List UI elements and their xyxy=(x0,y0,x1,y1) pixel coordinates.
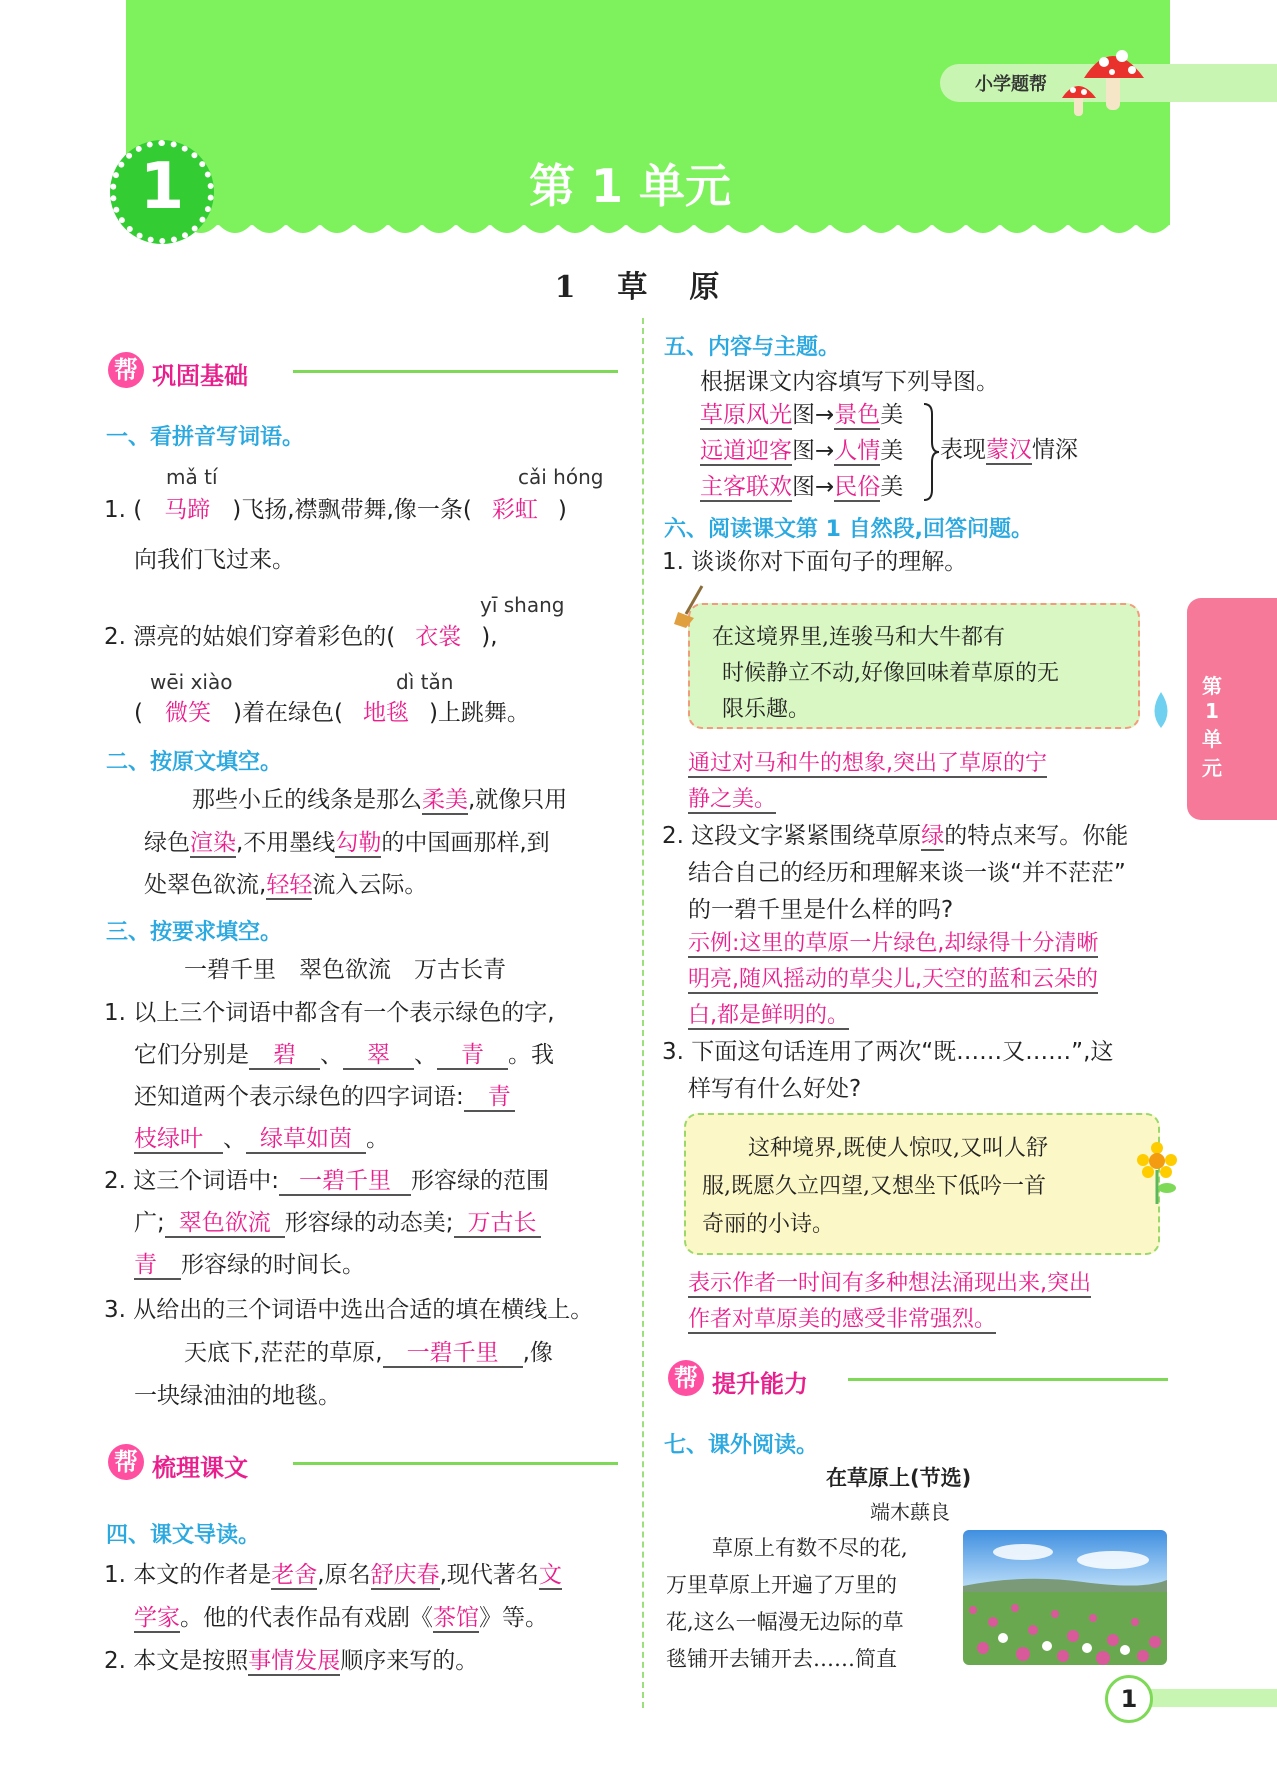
pinyin-2: cǎi hóng xyxy=(518,465,604,489)
q3-line-4: 枝绿叶 、 绿草如茵 。 xyxy=(134,1126,389,1152)
question-5-heading: 五、内容与主题。 xyxy=(664,335,841,360)
q5-summary: 表现蒙汉情深 xyxy=(940,437,1078,463)
quote-2-line-1: 这种境界,既使人惊叹,又叫人舒 xyxy=(748,1136,1048,1161)
q6-3-line-1: 3. 下面这句话连用了两次“既……又……”,这 xyxy=(662,1039,1114,1065)
answer: 地毯 xyxy=(362,700,409,726)
banner-wave-edge xyxy=(126,210,1170,250)
quote-1-line-3: 限乐趣。 xyxy=(722,697,811,722)
q4-line-3: 2. 本文是按照事情发展顺序来写的。 xyxy=(104,1648,479,1674)
reading-line-3: 花,这么一幅漫无边际的草 xyxy=(666,1610,904,1634)
question-7-heading: 七、课外阅读。 xyxy=(664,1433,819,1458)
answer-1-line-1: 通过对马和牛的想象,突出了草原的宁 xyxy=(688,751,1047,776)
answer-2-line-3: 白,都是鲜明的。 xyxy=(688,1003,849,1028)
water-drop-icon xyxy=(1146,690,1176,730)
column-divider xyxy=(642,318,646,1708)
q5-intro: 根据课文内容填写下列导图。 xyxy=(700,369,999,395)
answer: 微笑 xyxy=(164,700,211,726)
q3-line-6: 广; 翠色欲流 形容绿的动态美; 万古长 xyxy=(134,1203,541,1244)
question-1-heading: 一、看拼音写词语。 xyxy=(106,425,305,450)
section-label: 梳理课文 xyxy=(152,1454,248,1482)
question-4-heading: 四、课文导读。 xyxy=(106,1523,261,1548)
q4-line-2: 学家。他的代表作品有戏剧《茶馆》等。 xyxy=(134,1605,548,1631)
answer-2-line-2: 明亮,随风摇动的草尖儿,天空的蓝和云朵的 xyxy=(688,967,1098,992)
lesson-title: 1 草 原 xyxy=(554,270,726,305)
quote-2-line-3: 奇丽的小诗。 xyxy=(702,1212,835,1237)
answer-3-line-1: 表示作者一时间有多种想法涌现出来,突出 xyxy=(688,1271,1091,1296)
sunflower-icon xyxy=(1134,1142,1180,1206)
unit-number: 1 xyxy=(139,150,185,224)
q5-row-3: 主客联欢图→民俗美 xyxy=(700,474,904,500)
section-header-sort xyxy=(108,1444,618,1494)
unit-title: 第 1 单元 xyxy=(528,159,732,213)
mushroom-icon xyxy=(1060,40,1150,120)
q4-line-1: 1. 本文的作者是老舍,原名舒庆春,现代著名文 xyxy=(104,1562,562,1588)
q3-line-1: 1. 以上三个词语中都含有一个表示绿色的字, xyxy=(104,1000,555,1026)
answer-1-line-2: 静之美。 xyxy=(688,787,777,812)
reading-line-2: 万里草原上开遍了万里的 xyxy=(666,1573,897,1597)
q3-line-10: 一块绿油油的地毯。 xyxy=(134,1383,341,1409)
q3-line-5: 2. 这三个词语中: 一碧千里 形容绿的范围 xyxy=(104,1168,550,1194)
question-3-heading: 三、按要求填空。 xyxy=(106,920,283,945)
q6-2-line-2: 结合自己的经历和理解来谈一谈“并不茫茫” xyxy=(688,860,1126,886)
pinyin-3: yī shang xyxy=(480,593,565,617)
q5-row-1: 草原风光图→景色美 xyxy=(700,402,904,428)
q6-1: 1. 谈谈你对下面句子的理解。 xyxy=(662,549,968,575)
q3-line-9: 天底下,茫茫的草原, 一碧千里 ,像 xyxy=(184,1340,553,1366)
q3-line-7: 青 形容绿的时间长。 xyxy=(134,1252,365,1278)
q1-line-1: 1. ( 马蹄 )飞扬,襟飘带舞,像一条( 彩虹 ) xyxy=(104,497,567,523)
side-unit-tab-label: 第1单元 xyxy=(1202,674,1222,780)
q1-line-4: ( 微笑 )着在绿色( 地毯 )上跳舞。 xyxy=(134,700,530,726)
q3-words: 一碧千里 翠色欲流 万古长青 xyxy=(184,957,506,983)
q6-2-line-3: 的一碧千里是什么样的吗? xyxy=(688,897,954,923)
brace-icon xyxy=(922,402,940,502)
pinyin-4: wēi xiào xyxy=(150,670,233,694)
section-divider xyxy=(293,370,618,373)
answer-2-line-1: 示例:这里的草原一片绿色,却绿得十分清晰 xyxy=(688,931,1099,956)
pinyin-5: dì tǎn xyxy=(396,670,454,694)
answer: 马蹄 xyxy=(164,497,211,523)
quote-2-line-2: 服,既愿久立四望,又想坐下低吟一首 xyxy=(702,1174,1046,1199)
q1-line-2: 向我们飞过来。 xyxy=(134,547,295,573)
page-number: 1 xyxy=(1105,1675,1153,1723)
reading-line-4: 毯铺开去铺开去……简直 xyxy=(666,1647,897,1671)
section-header-consolidate xyxy=(108,352,618,402)
broom-icon xyxy=(672,582,712,630)
answer: 彩虹 xyxy=(491,497,538,523)
q5-row-2: 远道迎客图→人情美 xyxy=(700,438,904,464)
section-badge: 帮 xyxy=(668,1360,704,1396)
section-badge: 帮 xyxy=(108,352,144,388)
q6-2-line-1: 2. 这段文字紧紧围绕草原绿的特点来写。你能 xyxy=(662,823,1129,849)
section-header-improve xyxy=(668,1360,1168,1410)
section-divider xyxy=(848,1378,1168,1381)
q2-line-2: 绿色渲染,不用墨线勾勒的中国画那样,到 xyxy=(144,830,550,856)
q2-line-1: 那些小丘的线条是那么柔美,就像只用 xyxy=(192,787,568,813)
q2-line-3: 处翠色欲流,轻轻流入云际。 xyxy=(144,872,428,898)
q6-3-line-2: 样写有什么好处? xyxy=(688,1076,862,1102)
grassland-flower-photo xyxy=(963,1530,1167,1665)
quote-1-line-2: 时候静立不动,好像回味着草原的无 xyxy=(722,661,1059,686)
q3-line-3: 还知道两个表示绿色的四字词语: 青 xyxy=(134,1077,515,1118)
section-badge: 帮 xyxy=(108,1444,144,1480)
q3-line-2: 它们分别是 碧 、 翠 、 青 。我 xyxy=(134,1042,554,1068)
question-2-heading: 二、按原文填空。 xyxy=(106,750,283,775)
page-number-bar xyxy=(1150,1689,1277,1707)
reading-author: 端木蕻良 xyxy=(870,1500,950,1524)
reading-line-1: 草原上有数不尽的花, xyxy=(712,1536,908,1560)
quote-1-line-1: 在这境界里,连骏马和大牛都有 xyxy=(712,625,1005,650)
answer: 衣裳 xyxy=(415,624,462,650)
q1-line-3: 2. 漂亮的姑娘们穿着彩色的( 衣裳 ), xyxy=(104,624,498,650)
question-6-heading: 六、阅读课文第 1 自然段,回答问题。 xyxy=(664,517,1033,542)
answer-3-line-2: 作者对草原美的感受非常强烈。 xyxy=(688,1307,997,1332)
pinyin-1: mǎ tí xyxy=(166,465,218,489)
brand-name: 小学题帮 xyxy=(975,74,1047,95)
section-label: 提升能力 xyxy=(712,1370,808,1398)
q3-line-8: 3. 从给出的三个词语中选出合适的填在横线上。 xyxy=(104,1297,594,1323)
section-divider xyxy=(293,1462,618,1465)
section-label: 巩固基础 xyxy=(152,362,248,390)
reading-title: 在草原上(节选) xyxy=(826,1466,972,1490)
